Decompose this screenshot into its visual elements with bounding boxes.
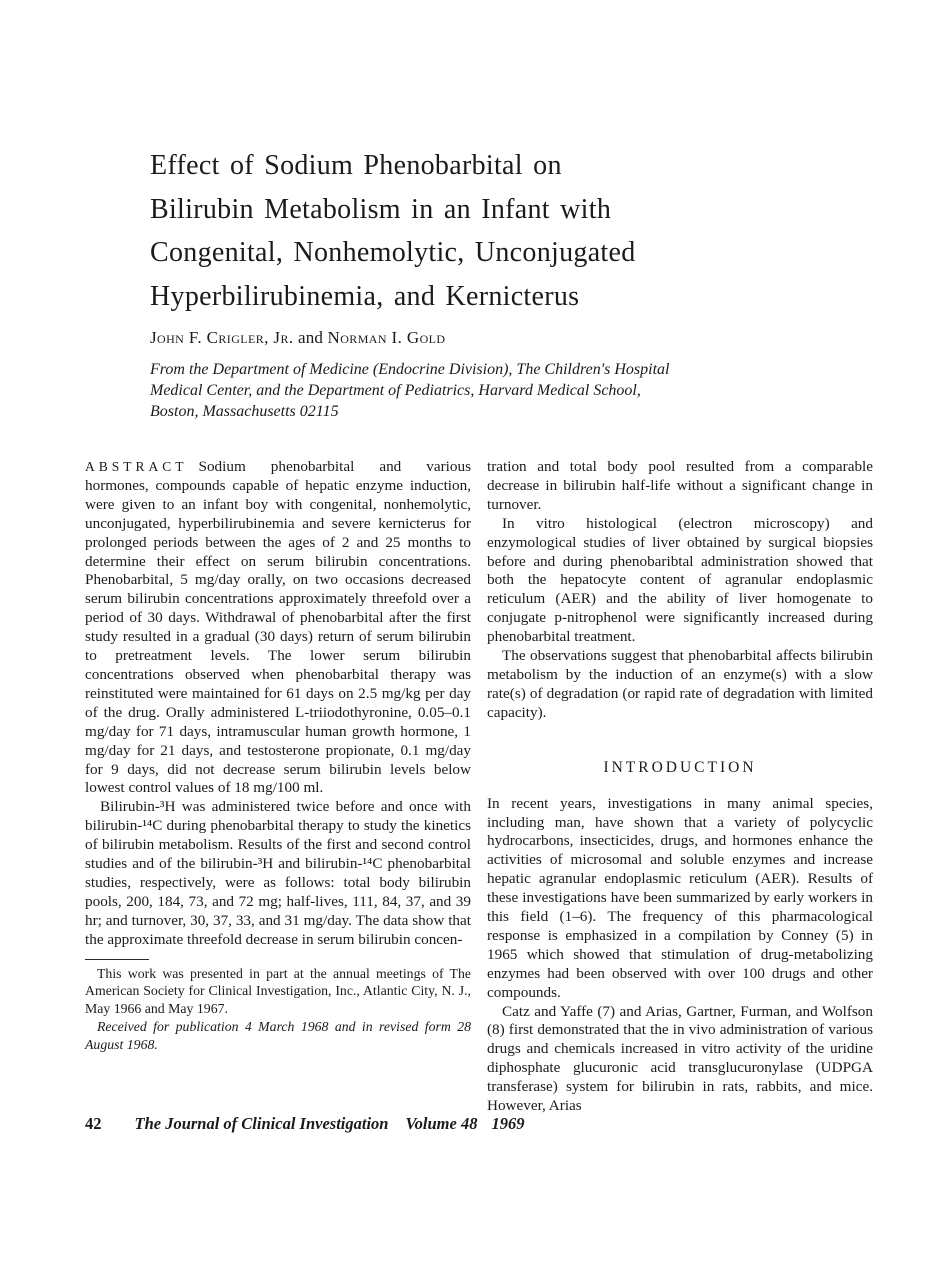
article-title-line: Congenital, Nonhemolytic, Unconjugated bbox=[150, 237, 636, 268]
column-right bbox=[487, 458, 873, 1116]
authors-line bbox=[150, 328, 445, 348]
footnote-rule bbox=[85, 959, 149, 960]
footer-journal-title: The Journal of Clinical Investigation bbox=[134, 1114, 389, 1133]
footer-year: 1969 bbox=[491, 1114, 525, 1133]
body-columns bbox=[85, 458, 873, 1116]
abstract-paragraph-observations: The observations suggest that phenobarbital affects bilirubin metabolism by the induction of an enzyme(s) with a slow rate(s) of degradation (or rapid rate of degradation with limited capacity). bbox=[487, 647, 873, 721]
abstract-paragraph-2: Bilirubin-³H was administered twice before and once with bilirubin-¹⁴C during phenobarbital therapy to study the kinetics of bilirubin metabolism. Results of the first and second control studies and of the bilirubin-³H and bilirubin-¹⁴C phenobarbital studies, respectively, were as follows: total body bilirubin pools, 200, 184, 73, and 72 mg; half-lives, 111, 84, 37, and 39 hr; and turnover, 30, 37, 33, and 31 mg/day. The data show that the approximate threefold decrease in serum bilirubin concen- bbox=[85, 798, 471, 948]
author-name-second: Norman I. Gold bbox=[327, 328, 446, 347]
footer-volume: Volume 48 bbox=[405, 1114, 478, 1133]
affiliation: From the Department of Medicine (Endocrine Division), The Children's Hospital Medical Center, and the Department of Pediatrics, Harvard Medical School, Boston, Massachusetts 02115 bbox=[150, 361, 670, 420]
article-title-line: Effect of Sodium Phenobarbital on bbox=[150, 150, 562, 181]
abstract-paragraph-1-text: Sodium phenobarbital and various hormones, compounds capable of hepatic enzyme induction, were given to an infant boy with congenital, nonhemolytic, unconjugated, hyperbilirubinemia and severe kernicterus for prolonged periods between the ages of 2 and 25 months to determine their effect on serum bilirubin concentrations. Phenobarbital, 5 mg/day orally, on two occasions decreased serum bilirubin concentrations approximately threefold over a period of 30 days. Withdrawal of phenobarbital after the first study resulted in a gradual (30 days) return of serum bilirubin to pretreatment levels. The lower serum bilirubin concentrations observed when phenobarbital therapy was reinstituted were maintained for 61 days on 2.5 mg/kg per day of the drug. Orally administered L-triiodothyronine, 0.05–0.1 mg/day for 71 days, intramuscular human growth hormone, 1 mg/day for 21 days, and testosterone propionate, 0.1 mg/day for 9 days, did not decrease serum bilirubin levels below lowest control values of 18 mg/100 ml. bbox=[85, 458, 471, 797]
article-title-line: Bilirubin Metabolism in an Infant with bbox=[150, 193, 612, 225]
column-left bbox=[85, 458, 471, 1116]
introduction-paragraph-1: In recent years, investigations in many animal species, including man, have shown that a variety of polycyclic hydrocarbons, insecticides, drugs, and hormones enhance the activities of microsomal and soluble enzymes and increase hepatic agranular endoplasmic reticulum (AER). Results of these investigations have been summarized by early workers in this field (1–6). The frequency of this pharmacological response is emphasized in a compilation by Conney (5) in 1965 which showed that stimulation of drug-metabolizing enzymes had been observed with over 100 drugs and other compounds. bbox=[487, 794, 873, 1001]
article-title bbox=[150, 144, 636, 318]
introduction-heading: INTRODUCTION bbox=[603, 758, 757, 776]
author-name-first: John F. Crigler, Jr. bbox=[150, 328, 294, 347]
article-title-line: Hyperbilirubinemia, and Kernicterus bbox=[150, 280, 580, 312]
footnote bbox=[85, 965, 471, 1054]
page-footer bbox=[85, 1114, 524, 1134]
abstract-label: ABSTRACT bbox=[85, 459, 188, 474]
abstract-paragraph-invitro: In vitro histological (electron microscopy) and enzymological studies of liver obtained by surgical biopsies before and during phenobaribtal administration showed that both the hepatocyte content of agranular endoplasmic reticulum (AER) and the ability of liver homogenate to conjugate p-nitrophenol were significantly increased during phenobarbital treatment. bbox=[487, 514, 873, 646]
footnote-presented: This work was presented in part at the annual meetings of The American Society for Clinical Investigation, Inc., Atlantic City, N. J., May 1966 and May 1967. bbox=[85, 965, 471, 1017]
abstract-continuation-paragraph: tration and total body pool resulted from a comparable decrease in bilirubin half-life without a significant change in turnover. bbox=[487, 458, 873, 513]
footer-page-number: 42 bbox=[85, 1114, 102, 1133]
introduction-paragraph-2: Catz and Yaffe (7) and Arias, Gartner, Furman, and Wolfson (8) first demonstrated that the in vivo administration of various drugs and chemicals increased in vitro activity of the uridine diphosphate glucuronic acid transglucuronylase (UDPGA transferase) system for bilirubin in rats, rabbits, and mice. However, Arias bbox=[487, 1002, 873, 1115]
abstract-paragraph-1 bbox=[85, 458, 471, 798]
author-connector: and bbox=[293, 328, 328, 347]
footnote-received: Received for publication 4 March 1968 and in revised form 28 August 1968. bbox=[85, 1018, 471, 1052]
